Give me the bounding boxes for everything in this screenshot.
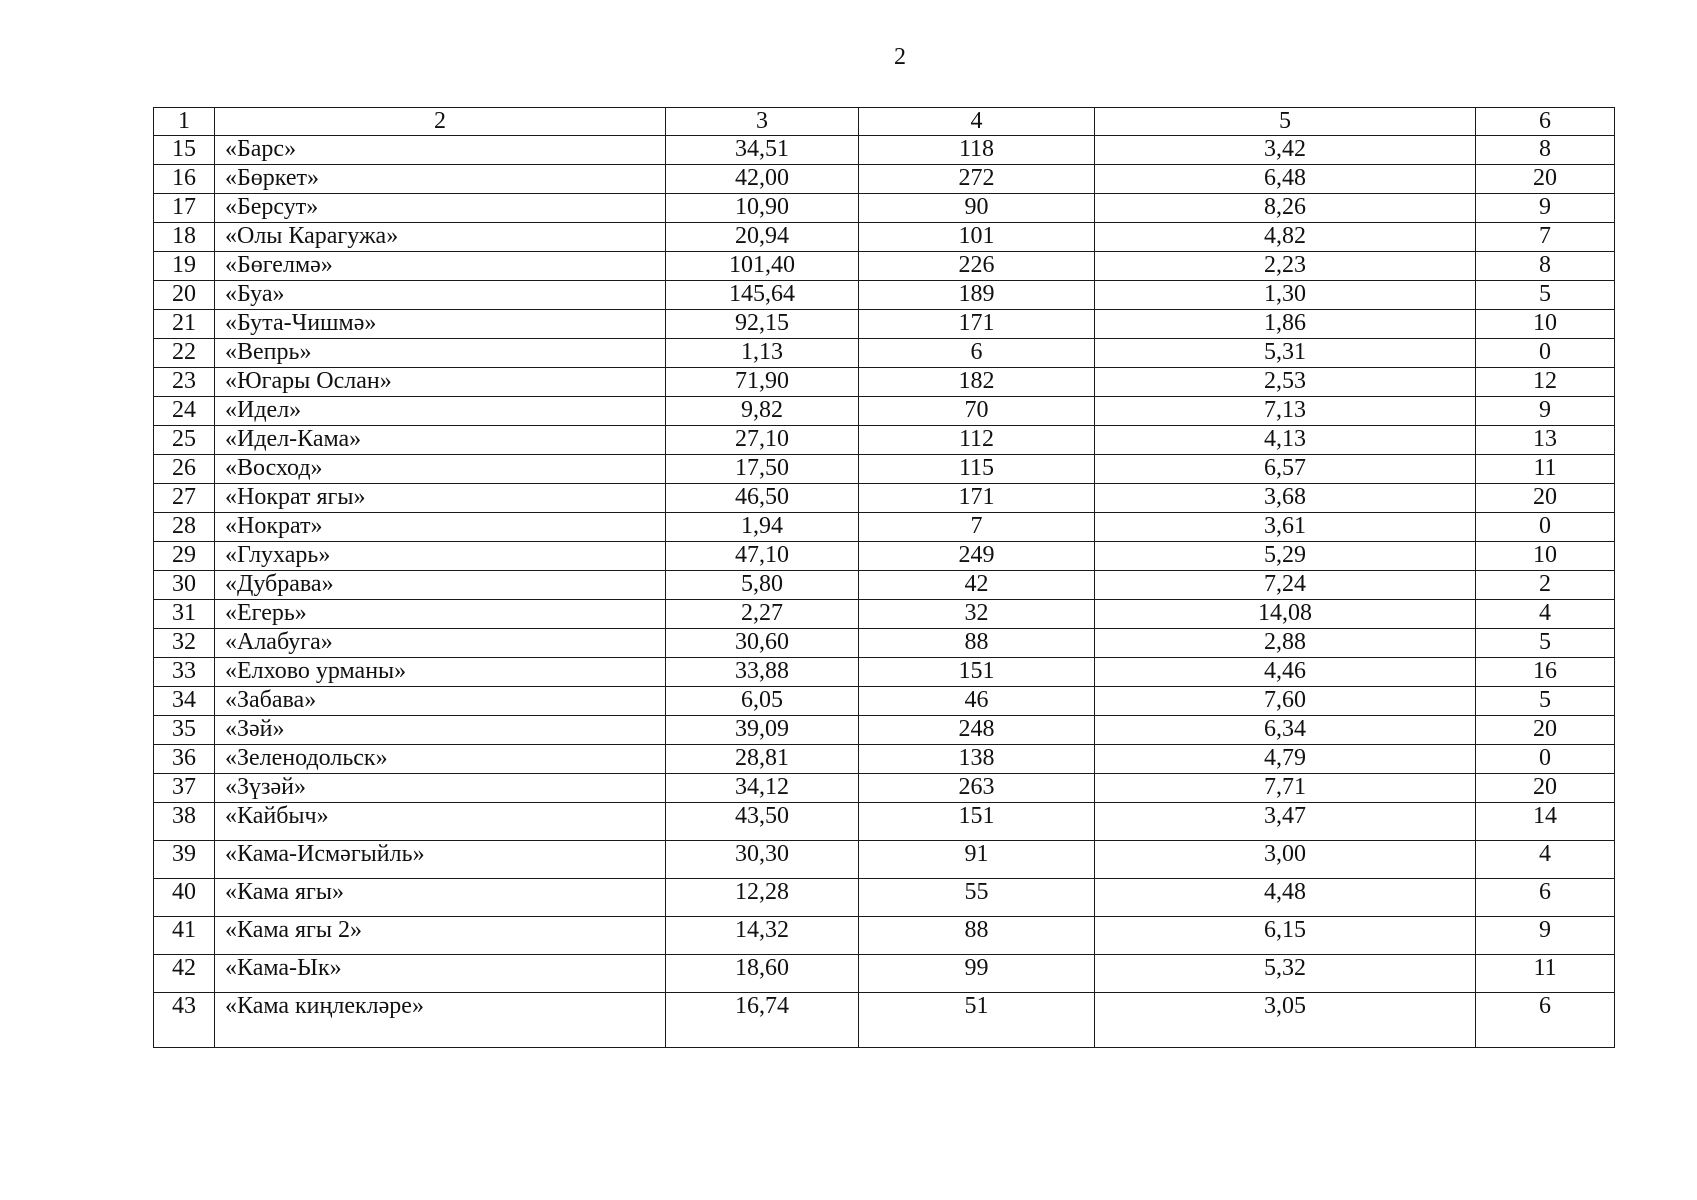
col-3-value: 71,90	[666, 368, 859, 397]
table-header-row	[154, 108, 1615, 136]
reserve-name: «Зәй»	[215, 716, 666, 745]
table-row	[154, 513, 1615, 542]
col-3-value: 18,60	[666, 955, 859, 993]
col-3-value: 17,50	[666, 455, 859, 484]
col-6-value: 0	[1476, 339, 1615, 368]
col-3-value: 27,10	[666, 426, 859, 455]
col-4-value: 226	[859, 252, 1095, 281]
table-row	[154, 841, 1615, 879]
reserve-name: «Кайбыч»	[215, 803, 666, 841]
col-6-value: 11	[1476, 455, 1615, 484]
data-table	[153, 107, 1615, 1048]
table-row	[154, 774, 1615, 803]
row-number: 28	[154, 513, 215, 542]
col-5-value: 3,61	[1095, 513, 1476, 542]
col-6-value: 5	[1476, 687, 1615, 716]
row-number: 30	[154, 571, 215, 600]
table-row	[154, 165, 1615, 194]
col-3-value: 47,10	[666, 542, 859, 571]
col-3-value: 145,64	[666, 281, 859, 310]
col-4-value: 248	[859, 716, 1095, 745]
table-row	[154, 194, 1615, 223]
col-4-value: 88	[859, 917, 1095, 955]
reserve-name: «Югары Ослан»	[215, 368, 666, 397]
reserve-name: «Кама-Ык»	[215, 955, 666, 993]
col-4-value: 32	[859, 600, 1095, 629]
col-5-value: 4,82	[1095, 223, 1476, 252]
col-6-value: 6	[1476, 993, 1615, 1048]
col-4-value: 151	[859, 803, 1095, 841]
reserve-name: «Олы Карагужа»	[215, 223, 666, 252]
table-row	[154, 917, 1615, 955]
col-6-value: 20	[1476, 484, 1615, 513]
col-6-value: 20	[1476, 774, 1615, 803]
reserve-name: «Егерь»	[215, 600, 666, 629]
col-4-value: 101	[859, 223, 1095, 252]
col-5-value: 3,05	[1095, 993, 1476, 1048]
row-number: 36	[154, 745, 215, 774]
table-row	[154, 136, 1615, 165]
col-6-value: 20	[1476, 716, 1615, 745]
col-6-value: 11	[1476, 955, 1615, 993]
col-6-value: 4	[1476, 600, 1615, 629]
row-number: 32	[154, 629, 215, 658]
row-number: 17	[154, 194, 215, 223]
col-4-value: 46	[859, 687, 1095, 716]
table-row	[154, 368, 1615, 397]
col-3-value: 1,94	[666, 513, 859, 542]
reserve-name: «Кама ягы»	[215, 879, 666, 917]
col-3-value: 2,27	[666, 600, 859, 629]
col-5-value: 3,42	[1095, 136, 1476, 165]
col-3-value: 30,30	[666, 841, 859, 879]
table-row	[154, 281, 1615, 310]
table-row	[154, 955, 1615, 993]
reserve-name: «Дубрава»	[215, 571, 666, 600]
table-row	[154, 879, 1615, 917]
col-4-value: 171	[859, 310, 1095, 339]
col-4-value: 42	[859, 571, 1095, 600]
reserve-name: «Кама киңлекләре»	[215, 993, 666, 1048]
col-6-value: 5	[1476, 281, 1615, 310]
col-3-value: 101,40	[666, 252, 859, 281]
reserve-name: «Нократ»	[215, 513, 666, 542]
row-number: 22	[154, 339, 215, 368]
reserve-name: «Зүзәй»	[215, 774, 666, 803]
col-4-value: 171	[859, 484, 1095, 513]
table-row	[154, 658, 1615, 687]
reserve-name: «Нократ ягы»	[215, 484, 666, 513]
col-6-value: 0	[1476, 513, 1615, 542]
table-row	[154, 252, 1615, 281]
reserve-name: «Кама ягы 2»	[215, 917, 666, 955]
header-col-5: 5	[1095, 108, 1476, 136]
col-3-value: 46,50	[666, 484, 859, 513]
col-5-value: 6,48	[1095, 165, 1476, 194]
col-4-value: 118	[859, 136, 1095, 165]
col-4-value: 263	[859, 774, 1095, 803]
col-3-value: 16,74	[666, 993, 859, 1048]
table-row	[154, 571, 1615, 600]
table-row	[154, 629, 1615, 658]
reserve-name: «Восход»	[215, 455, 666, 484]
row-number: 25	[154, 426, 215, 455]
col-5-value: 14,08	[1095, 600, 1476, 629]
table-row	[154, 993, 1615, 1048]
col-5-value: 7,13	[1095, 397, 1476, 426]
reserve-name: «Кама-Исмәгыйль»	[215, 841, 666, 879]
page-number: 2	[894, 44, 906, 70]
reserve-name: «Забава»	[215, 687, 666, 716]
header-col-1: 1	[154, 108, 215, 136]
reserve-name: «Алабуга»	[215, 629, 666, 658]
col-4-value: 88	[859, 629, 1095, 658]
col-4-value: 7	[859, 513, 1095, 542]
col-6-value: 0	[1476, 745, 1615, 774]
row-number: 18	[154, 223, 215, 252]
col-3-value: 5,80	[666, 571, 859, 600]
row-number: 19	[154, 252, 215, 281]
col-5-value: 4,46	[1095, 658, 1476, 687]
col-5-value: 4,13	[1095, 426, 1476, 455]
table-row	[154, 803, 1615, 841]
col-6-value: 13	[1476, 426, 1615, 455]
row-number: 16	[154, 165, 215, 194]
header-col-2: 2	[215, 108, 666, 136]
col-3-value: 43,50	[666, 803, 859, 841]
col-5-value: 1,86	[1095, 310, 1476, 339]
reserve-name: «Елхово урманы»	[215, 658, 666, 687]
row-number: 39	[154, 841, 215, 879]
col-6-value: 9	[1476, 917, 1615, 955]
table-row	[154, 455, 1615, 484]
col-4-value: 6	[859, 339, 1095, 368]
col-4-value: 151	[859, 658, 1095, 687]
reserve-name: «Бөркет»	[215, 165, 666, 194]
col-6-value: 9	[1476, 397, 1615, 426]
row-number: 40	[154, 879, 215, 917]
table-row	[154, 339, 1615, 368]
col-5-value: 1,30	[1095, 281, 1476, 310]
table-row	[154, 310, 1615, 339]
row-number: 21	[154, 310, 215, 339]
col-3-value: 92,15	[666, 310, 859, 339]
col-4-value: 112	[859, 426, 1095, 455]
row-number: 34	[154, 687, 215, 716]
row-number: 23	[154, 368, 215, 397]
col-6-value: 10	[1476, 310, 1615, 339]
col-6-value: 14	[1476, 803, 1615, 841]
col-4-value: 99	[859, 955, 1095, 993]
col-6-value: 2	[1476, 571, 1615, 600]
col-5-value: 2,53	[1095, 368, 1476, 397]
reserve-name: «Бута-Чишмә»	[215, 310, 666, 339]
table-row	[154, 223, 1615, 252]
col-3-value: 34,12	[666, 774, 859, 803]
col-3-value: 34,51	[666, 136, 859, 165]
col-4-value: 55	[859, 879, 1095, 917]
col-5-value: 3,47	[1095, 803, 1476, 841]
reserve-name: «Берсут»	[215, 194, 666, 223]
row-number: 29	[154, 542, 215, 571]
reserve-name: «Вепрь»	[215, 339, 666, 368]
table-row	[154, 687, 1615, 716]
col-5-value: 5,31	[1095, 339, 1476, 368]
col-5-value: 8,26	[1095, 194, 1476, 223]
row-number: 26	[154, 455, 215, 484]
col-5-value: 3,00	[1095, 841, 1476, 879]
col-4-value: 90	[859, 194, 1095, 223]
row-number: 15	[154, 136, 215, 165]
col-4-value: 182	[859, 368, 1095, 397]
col-5-value: 3,68	[1095, 484, 1476, 513]
header-col-6: 6	[1476, 108, 1615, 136]
row-number: 20	[154, 281, 215, 310]
table-row	[154, 600, 1615, 629]
col-5-value: 7,60	[1095, 687, 1476, 716]
col-6-value: 12	[1476, 368, 1615, 397]
row-number: 38	[154, 803, 215, 841]
col-5-value: 6,15	[1095, 917, 1476, 955]
reserve-name: «Идел»	[215, 397, 666, 426]
col-4-value: 51	[859, 993, 1095, 1048]
col-5-value: 2,88	[1095, 629, 1476, 658]
row-number: 31	[154, 600, 215, 629]
col-3-value: 12,28	[666, 879, 859, 917]
col-5-value: 2,23	[1095, 252, 1476, 281]
col-5-value: 6,34	[1095, 716, 1476, 745]
col-3-value: 42,00	[666, 165, 859, 194]
reserve-name: «Глухарь»	[215, 542, 666, 571]
reserve-name: «Барс»	[215, 136, 666, 165]
table-row	[154, 426, 1615, 455]
col-5-value: 7,24	[1095, 571, 1476, 600]
reserve-name: «Бөгелмә»	[215, 252, 666, 281]
col-3-value: 33,88	[666, 658, 859, 687]
table-row	[154, 716, 1615, 745]
table-row	[154, 542, 1615, 571]
col-5-value: 5,29	[1095, 542, 1476, 571]
col-5-value: 6,57	[1095, 455, 1476, 484]
row-number: 33	[154, 658, 215, 687]
col-4-value: 91	[859, 841, 1095, 879]
col-6-value: 20	[1476, 165, 1615, 194]
row-number: 42	[154, 955, 215, 993]
reserve-name: «Буа»	[215, 281, 666, 310]
col-4-value: 138	[859, 745, 1095, 774]
col-4-value: 70	[859, 397, 1095, 426]
col-4-value: 115	[859, 455, 1095, 484]
table-row	[154, 397, 1615, 426]
row-number: 27	[154, 484, 215, 513]
col-3-value: 28,81	[666, 745, 859, 774]
col-3-value: 14,32	[666, 917, 859, 955]
col-3-value: 9,82	[666, 397, 859, 426]
row-number: 41	[154, 917, 215, 955]
table-body	[154, 136, 1615, 1048]
col-6-value: 9	[1476, 194, 1615, 223]
reserve-name: «Зеленодольск»	[215, 745, 666, 774]
header-col-3: 3	[666, 108, 859, 136]
table-row	[154, 484, 1615, 513]
col-3-value: 10,90	[666, 194, 859, 223]
col-6-value: 5	[1476, 629, 1615, 658]
table-row	[154, 745, 1615, 774]
col-5-value: 7,71	[1095, 774, 1476, 803]
col-6-value: 8	[1476, 136, 1615, 165]
row-number: 35	[154, 716, 215, 745]
col-4-value: 249	[859, 542, 1095, 571]
col-4-value: 189	[859, 281, 1095, 310]
col-6-value: 16	[1476, 658, 1615, 687]
col-3-value: 1,13	[666, 339, 859, 368]
row-number: 43	[154, 993, 215, 1048]
col-3-value: 6,05	[666, 687, 859, 716]
col-5-value: 4,48	[1095, 879, 1476, 917]
col-5-value: 5,32	[1095, 955, 1476, 993]
col-6-value: 10	[1476, 542, 1615, 571]
col-5-value: 4,79	[1095, 745, 1476, 774]
col-4-value: 272	[859, 165, 1095, 194]
col-6-value: 4	[1476, 841, 1615, 879]
col-6-value: 6	[1476, 879, 1615, 917]
header-col-4: 4	[859, 108, 1095, 136]
col-3-value: 39,09	[666, 716, 859, 745]
row-number: 24	[154, 397, 215, 426]
col-6-value: 7	[1476, 223, 1615, 252]
col-3-value: 30,60	[666, 629, 859, 658]
col-3-value: 20,94	[666, 223, 859, 252]
row-number: 37	[154, 774, 215, 803]
reserve-name: «Идел-Кама»	[215, 426, 666, 455]
col-6-value: 8	[1476, 252, 1615, 281]
